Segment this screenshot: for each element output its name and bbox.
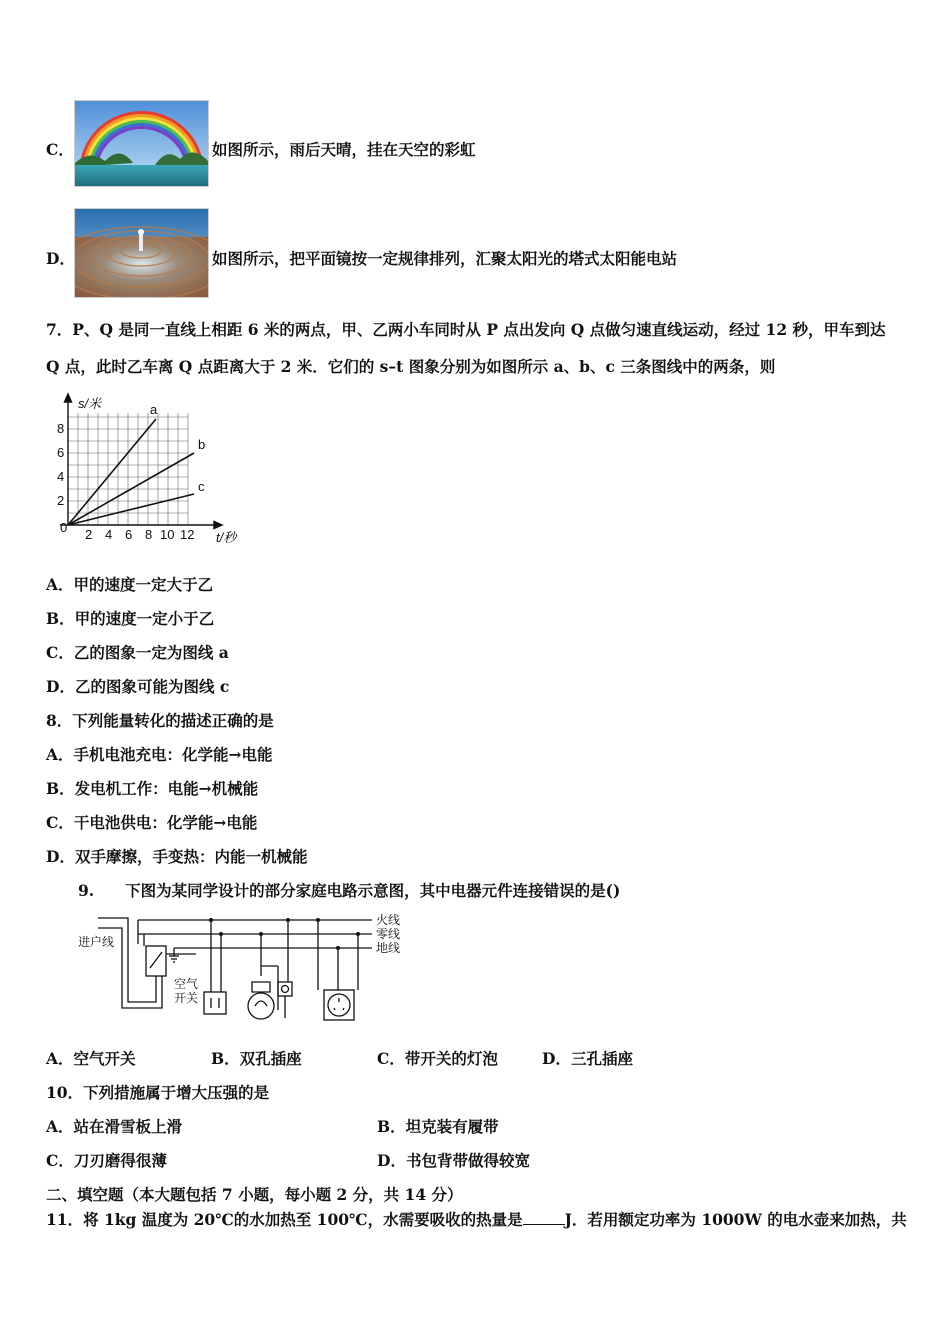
q8-option-d: D．双手摩擦，手变热：内能一机械能 <box>46 847 308 866</box>
q7-option-c: C．乙的图象一定为图线 a <box>46 643 229 662</box>
q9-stem: 9. 下图为某同学设计的部分家庭电路示意图，其中电器元件连接错误的是() <box>78 881 621 900</box>
q7-option-b: B．甲的速度一定小于乙 <box>46 609 215 628</box>
line-c-label: c <box>198 479 205 494</box>
fire-line-label: 火线 <box>376 913 401 927</box>
x-tick: 12 <box>180 527 195 542</box>
x-tick: 10 <box>160 527 175 542</box>
line-a <box>68 419 156 525</box>
st-graph <box>52 390 262 550</box>
q6-option-c-label: C． <box>46 140 74 159</box>
graph-grid <box>68 413 188 525</box>
y-axis-label: s/米 <box>78 396 102 411</box>
q8-option-b: B．发电机工作：电能→机械能 <box>46 779 259 798</box>
y-tick: 6 <box>57 445 65 460</box>
q9-option-d: D．三孔插座 <box>542 1049 633 1068</box>
line-c <box>68 494 194 525</box>
line-b-label: b <box>198 437 206 452</box>
rainbow-image <box>74 100 209 187</box>
line-a-label: a <box>150 402 158 417</box>
y-tick: 8 <box>57 421 65 436</box>
q7-stem-line2: Q 点，此时乙车离 Q 点距离大于 2 米．它们的 s–t 图象分别为如图所示 a、b、c 三条图线中的两条，则 <box>46 357 776 376</box>
circuit-diagram <box>76 906 416 1030</box>
section-2-title: 二、填空题（本大题包括 7 小题，每小题 2 分，共 14 分） <box>46 1185 463 1204</box>
q11-part2: J．若用额定功率为 1000W 的电水壶来加热，共 <box>564 1210 907 1229</box>
q6-option-c-text: 如图所示，雨后天晴，挂在天空的彩虹 <box>212 140 476 159</box>
x-tick: 4 <box>105 527 113 542</box>
y-tick: 2 <box>57 493 65 508</box>
origin-label: 0 <box>60 520 68 535</box>
solar-tower-image <box>74 208 209 298</box>
q8-option-c: C．干电池供电：化学能→电能 <box>46 813 258 832</box>
q10-option-a: A．站在滑雪板上滑 <box>46 1117 183 1136</box>
x-tick: 8 <box>145 527 153 542</box>
air-switch-label-1: 空气 <box>174 977 199 991</box>
q11-part1: 11．将 1kg 温度为 20℃的水加热至 100℃，水需要吸收的热量是 <box>46 1210 523 1229</box>
q8-stem: 8．下列能量转化的描述正确的是 <box>46 711 274 730</box>
q10-option-b: B．坦克装有履带 <box>377 1117 499 1136</box>
q9-option-c: C．带开关的灯泡 <box>377 1049 498 1068</box>
q10-stem: 10．下列措施属于增大压强的是 <box>46 1083 270 1102</box>
x-axis-label: t/秒 <box>216 530 237 545</box>
q6-option-d-text: 如图所示，把平面镜按一定规律排列，汇聚太阳光的塔式太阳能电站 <box>212 249 678 268</box>
x-tick: 6 <box>125 527 133 542</box>
q9-option-b: B．双孔插座 <box>211 1049 302 1068</box>
entry-line-label: 进户线 <box>78 935 115 949</box>
q11-answer-blank[interactable] <box>523 1208 565 1225</box>
ground-line-label: 地线 <box>376 941 401 955</box>
q10-option-c: C．刀刃磨得很薄 <box>46 1151 167 1170</box>
q10-option-d: D．书包背带做得较宽 <box>377 1151 530 1170</box>
q8-option-a: A．手机电池充电：化学能→电能 <box>46 745 273 764</box>
neutral-line-label: 零线 <box>376 927 401 941</box>
q7-option-a: A．甲的速度一定大于乙 <box>46 575 214 594</box>
q6-option-d-label: D． <box>46 249 75 268</box>
x-tick: 2 <box>85 527 93 542</box>
q9-option-a: A．空气开关 <box>46 1049 136 1068</box>
q7-option-d: D．乙的图象可能为图线 c <box>46 677 230 696</box>
q11-stem <box>46 1208 907 1231</box>
y-tick: 4 <box>57 469 65 484</box>
q7-stem-line1: 7．P、Q 是同一直线上相距 6 米的两点，甲、乙两小车同时从 P 点出发向 Q 点做匀速直线运动，经过 12 秒，甲车到达 <box>46 320 886 339</box>
air-switch-label-2: 开关 <box>174 991 199 1005</box>
